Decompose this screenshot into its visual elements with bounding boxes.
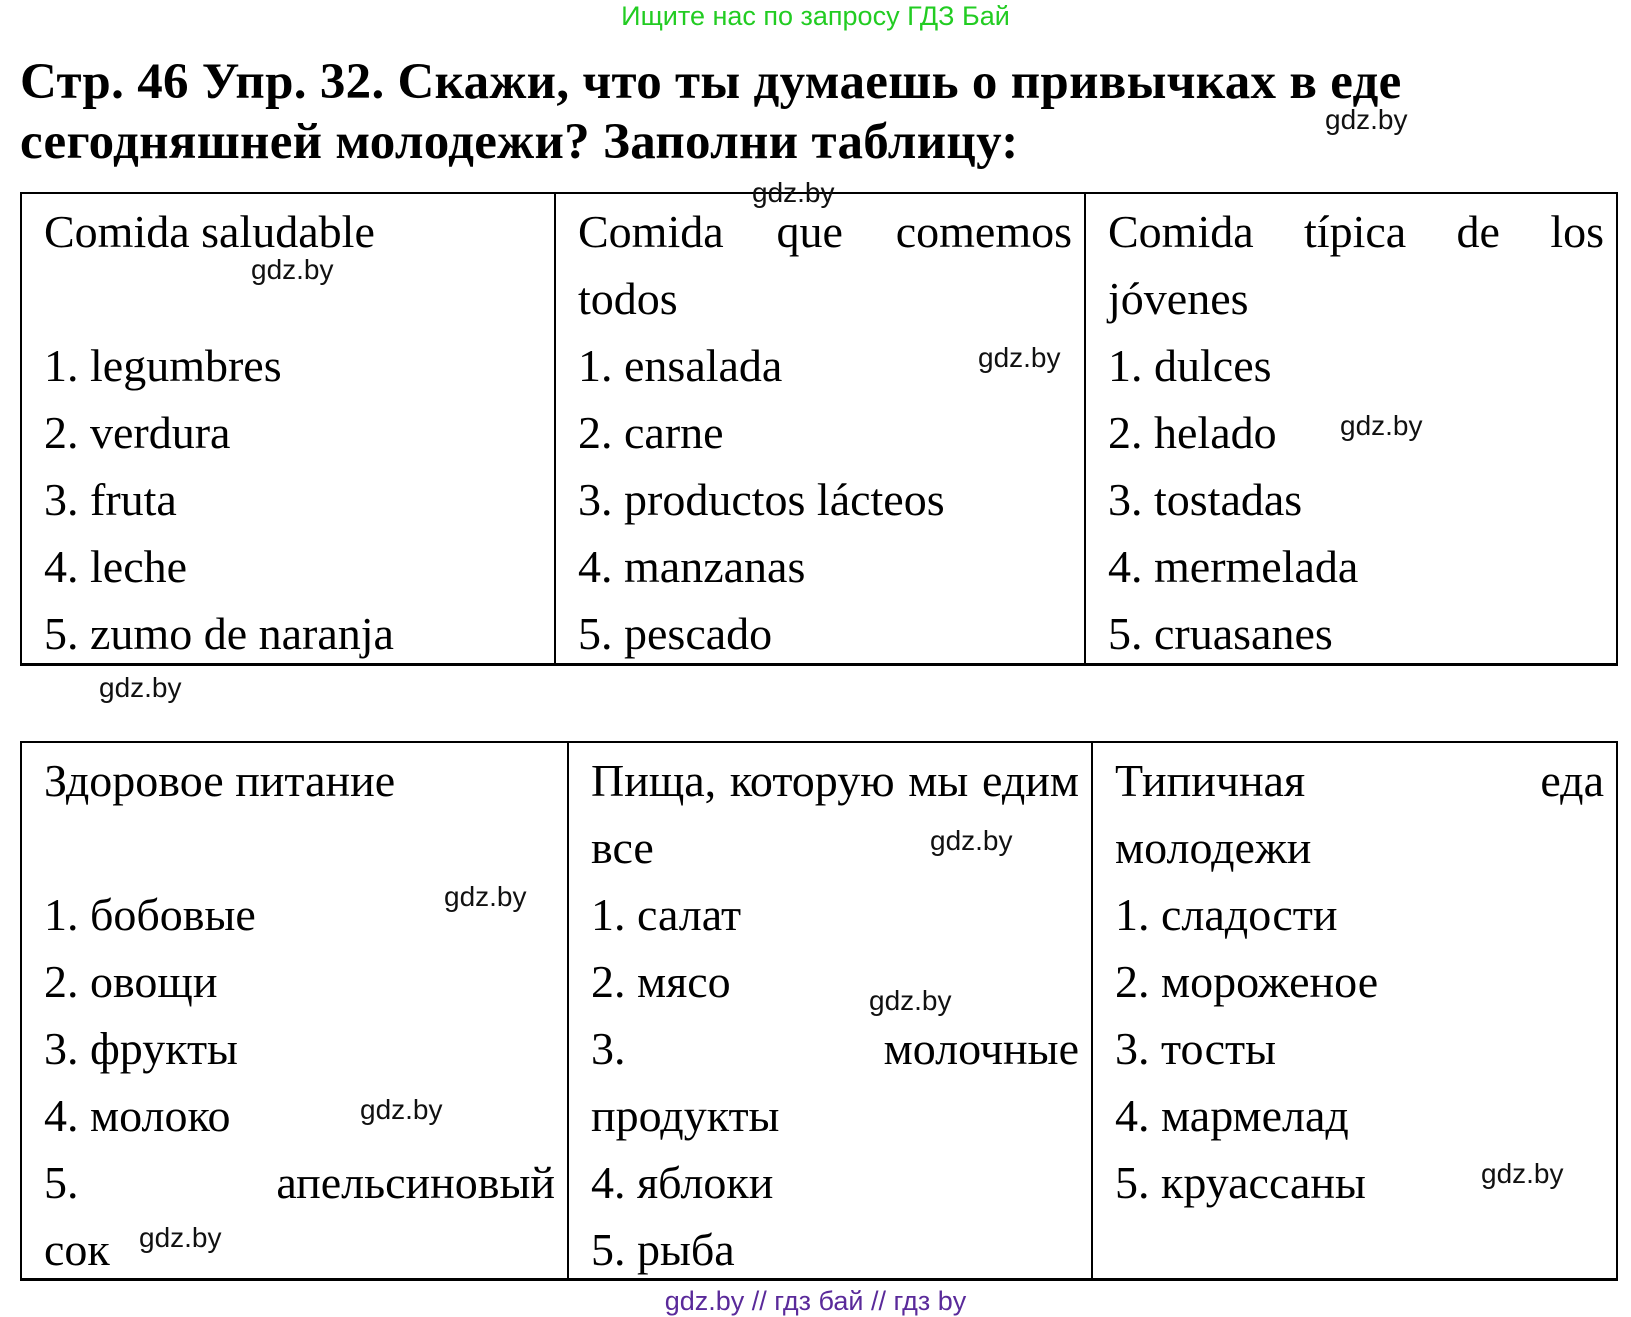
watermark: gdz.by	[99, 672, 182, 703]
column-common-food	[569, 743, 1093, 1278]
column-healthy-food	[22, 743, 569, 1278]
list-item: 1. салат	[591, 889, 742, 940]
list-item: 5. zumo de naranja	[44, 608, 394, 659]
watermark: gdz.by	[1325, 104, 1408, 135]
column-youth-food	[1093, 743, 1616, 1278]
column-header: Comida típica de los jóvenes	[1108, 206, 1604, 324]
list-item: 5. рыба	[591, 1224, 735, 1275]
list-item: 2. helado	[1108, 407, 1277, 458]
list-item: 2. овощи	[44, 956, 218, 1007]
column-header: Типичная еда молодежи	[1115, 755, 1604, 873]
list-item: 4. leche	[44, 541, 188, 592]
column-header: Здоровое питание	[44, 755, 396, 806]
list-item: 1. бобовые	[44, 889, 256, 940]
watermark: gdz.by	[1340, 410, 1423, 441]
column-header: Comida que comemos todos	[578, 206, 1072, 324]
watermark: gdz.by	[139, 1222, 222, 1253]
column-header: Пища, которую мы едим все	[591, 755, 1079, 873]
list-item: 3. fruta	[44, 474, 177, 525]
footer-watermark: gdz.by // гдз бай // гдз by	[664, 1286, 967, 1316]
list-item: 2. carne	[578, 407, 724, 458]
list-item: 5. pescado	[578, 608, 773, 659]
list-item: 2. мясо	[591, 956, 731, 1007]
watermark: gdz.by	[978, 342, 1061, 373]
list-item: 1. legumbres	[44, 340, 282, 391]
list-item: 1. dulces	[1108, 340, 1272, 391]
list-item: 1. сладости	[1115, 889, 1338, 940]
list-item: 3. тосты	[1115, 1023, 1277, 1074]
list-item: 5. круассаны	[1115, 1157, 1366, 1208]
list-item: 4. manzanas	[578, 541, 806, 592]
column-header: Comida saludable	[44, 206, 375, 257]
watermark: gdz.by	[444, 881, 527, 912]
list-item: 1. ensalada	[578, 340, 783, 391]
exercise-title: Стр. 46 Упр. 32. Скажи, что ты думаешь о привычках в еде сегодняшней молодежи? Заполни таблицу:	[20, 54, 1402, 170]
list-item: 2. verdura	[44, 407, 231, 458]
russian-table	[20, 741, 1618, 1281]
watermark: gdz.by	[930, 825, 1013, 856]
watermark: gdz.by	[752, 177, 835, 208]
column-common-food	[556, 194, 1086, 663]
list-item: 5. апельсиновый сок	[44, 1157, 555, 1275]
watermark: gdz.by	[1481, 1158, 1564, 1189]
list-item: 4. яблоки	[591, 1157, 774, 1208]
list-item: 4. молоко	[44, 1090, 231, 1141]
list-item: 4. mermelada	[1108, 541, 1359, 592]
list-item: 3. фрукты	[44, 1023, 238, 1074]
list-item: 2. мороженое	[1115, 956, 1379, 1007]
list-item: 3. tostadas	[1108, 474, 1303, 525]
list-item: 4. мармелад	[1115, 1090, 1349, 1141]
search-hint: Ищите нас по запросу ГДЗ Бай	[621, 1, 1010, 31]
list-item: 5. cruasanes	[1108, 608, 1333, 659]
list-item: 3. молочные продукты	[591, 1023, 1079, 1141]
watermark: gdz.by	[251, 254, 334, 285]
watermark: gdz.by	[869, 985, 952, 1016]
watermark: gdz.by	[360, 1094, 443, 1125]
list-item: 3. productos lácteos	[578, 474, 945, 525]
